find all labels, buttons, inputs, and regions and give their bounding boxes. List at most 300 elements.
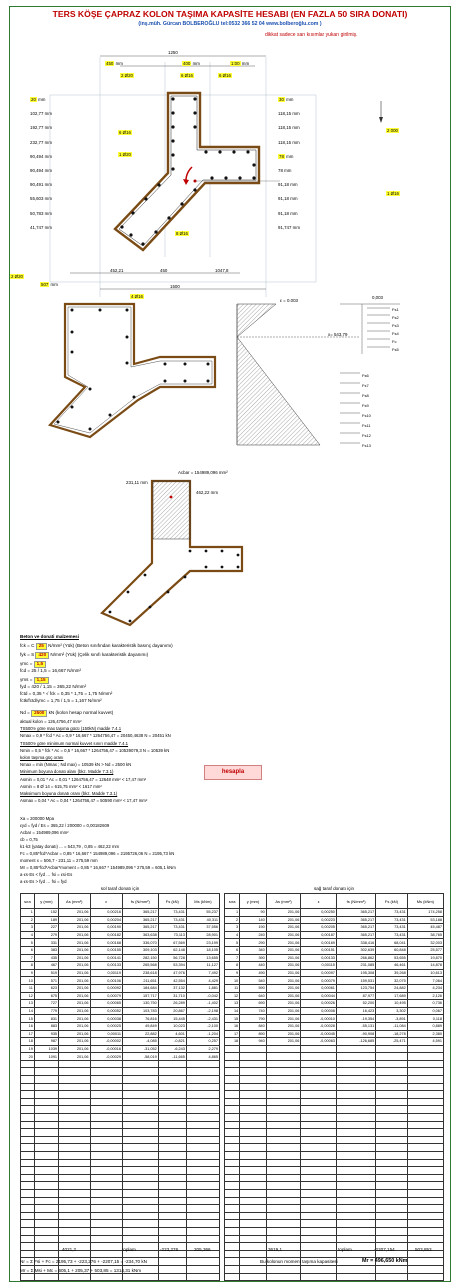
table-row xyxy=(21,984,220,992)
table-cell xyxy=(301,1144,337,1152)
table-cell: 0,067 xyxy=(407,1007,443,1015)
table-row xyxy=(225,1159,444,1167)
table-cell xyxy=(266,1220,301,1228)
table-cell xyxy=(21,1243,35,1251)
table-cell: 10 xyxy=(21,977,35,985)
table-cell xyxy=(59,1205,90,1213)
table-row xyxy=(21,1114,220,1122)
table-cell xyxy=(301,1243,337,1251)
force-label: Fs11 xyxy=(362,423,371,428)
rebar-input[interactable]: 2 Ø20 xyxy=(121,73,133,78)
neutral-line: a·εs·Es > fyd … fsi = fyd xyxy=(20,879,67,884)
table-cell: -0,00045 xyxy=(301,1030,337,1038)
table-cell xyxy=(336,1174,375,1182)
table-cell xyxy=(240,1235,267,1243)
compression-width xyxy=(126,481,148,485)
table-cell: 240 xyxy=(240,931,267,939)
force-label: Fs4 xyxy=(392,330,399,336)
dim-total-width-value: 1250 xyxy=(168,50,178,55)
table-cell: 365,217 xyxy=(122,924,158,932)
table-cell xyxy=(266,1136,301,1144)
table-cell: 190 xyxy=(240,924,267,932)
table-cell: 840 xyxy=(240,1022,267,1030)
table-row xyxy=(21,1068,220,1076)
table-cell xyxy=(186,1152,219,1160)
table-cell: 0,00168 xyxy=(90,939,122,947)
table-cell xyxy=(90,1129,122,1137)
table-cell xyxy=(301,1197,337,1205)
compression-zone-drawing xyxy=(10,7,451,637)
rebar-input[interactable]: 6 Ø16 xyxy=(181,73,193,78)
table-cell xyxy=(90,1152,122,1160)
table-cell: 201,06 xyxy=(59,916,90,924)
table-cell: 5 xyxy=(21,939,35,947)
table-cell xyxy=(90,1167,122,1175)
table-cell xyxy=(407,1281,443,1282)
table-cell: -0,00029 xyxy=(90,1053,122,1061)
table-row xyxy=(225,1038,444,1046)
table-cell: 0,00061 xyxy=(301,984,337,992)
table-cell: 201,06 xyxy=(266,969,301,977)
table-cell xyxy=(301,1060,337,1068)
neutral-line: Xa = 200000 Mpa xyxy=(20,816,55,821)
left-offset[interactable]: 20 xyxy=(31,97,36,102)
table-cell: 52,200 xyxy=(336,1000,375,1008)
rebar-input[interactable]: 1 Ø20 xyxy=(119,152,131,157)
table-cell: 73,113 xyxy=(158,931,186,939)
table-cell xyxy=(122,1220,158,1228)
table-cell: 6 xyxy=(21,946,35,954)
table-row xyxy=(225,1273,444,1281)
table-cell xyxy=(186,1121,219,1129)
table-cell xyxy=(266,1091,301,1099)
left-sum-ms: 205,366 xyxy=(194,1247,211,1252)
table-cell: -0,00010 xyxy=(301,1015,337,1023)
table-cell xyxy=(407,1258,443,1266)
table-cell: 201,06 xyxy=(266,977,301,985)
table-cell: 883 xyxy=(34,1022,58,1030)
table-cell xyxy=(266,1197,301,1205)
table-cell xyxy=(407,1098,443,1106)
table-cell xyxy=(240,1091,267,1099)
table-cell xyxy=(59,1281,90,1282)
right-offset[interactable]: 30 xyxy=(279,97,284,102)
table-cell xyxy=(301,1106,337,1114)
table-cell: 32,075 xyxy=(376,977,407,985)
table-cell: 23,199 xyxy=(186,939,219,947)
table-cell xyxy=(21,1227,35,1235)
table-cell: 184,684 xyxy=(122,984,158,992)
table-cell xyxy=(158,1182,186,1190)
table-cell xyxy=(186,1197,219,1205)
table-cell: -4,085 xyxy=(122,1038,158,1046)
table-cell: 11 xyxy=(21,984,35,992)
table-row xyxy=(225,946,444,954)
left-table-title: sol taraf donatı için xyxy=(100,886,140,891)
bottom-width: 507 mm xyxy=(41,282,58,287)
table-cell: 2 xyxy=(21,916,35,924)
table-cell: 19 xyxy=(21,1045,35,1053)
rebar-input[interactable]: 4 Ø16 xyxy=(131,294,143,299)
table-cell xyxy=(225,1273,240,1281)
table-cell: 10,023 xyxy=(158,1022,186,1030)
rebar-input[interactable]: 6 Ø16 xyxy=(119,130,131,135)
table-cell xyxy=(186,1205,219,1213)
table-cell xyxy=(301,1250,337,1258)
table-cell xyxy=(21,1144,35,1152)
table-cell xyxy=(186,1281,219,1282)
table-cell xyxy=(21,1189,35,1197)
table-cell xyxy=(407,1273,443,1281)
rebar-input[interactable]: 6 Ø16 xyxy=(219,73,231,78)
table-cell xyxy=(59,1068,90,1076)
table-cell: 0,00216 xyxy=(90,909,122,917)
table-cell xyxy=(21,1091,35,1099)
table-cell xyxy=(240,1114,267,1122)
table-row xyxy=(225,1235,444,1243)
table-cell: 8 xyxy=(21,962,35,970)
table-cell xyxy=(21,1182,35,1190)
table-cell xyxy=(240,1212,267,1220)
table-cell xyxy=(158,1129,186,1137)
table-cell: 152 xyxy=(34,909,58,917)
table-row xyxy=(21,1167,220,1175)
table-cell xyxy=(59,1152,90,1160)
table-cell xyxy=(90,1136,122,1144)
table-cell xyxy=(90,1144,122,1152)
table-cell: 6 xyxy=(225,946,240,954)
table-cell xyxy=(407,1053,443,1061)
table-cell xyxy=(376,1167,407,1175)
table-row xyxy=(225,1068,444,1076)
table-cell xyxy=(266,1045,301,1053)
table-row xyxy=(225,1106,444,1114)
dim-seg-450[interactable]: 450 xyxy=(106,61,114,66)
inputs-title: Beton ve donati malzemesi xyxy=(20,634,79,639)
calculation-sheet xyxy=(9,6,451,1282)
table-cell: 890 xyxy=(240,1030,267,1038)
gs-row xyxy=(20,677,49,684)
table-cell xyxy=(407,1182,443,1190)
table-row xyxy=(225,1189,444,1197)
table-cell xyxy=(90,1068,122,1076)
table-cell: 0,00155 xyxy=(90,946,122,954)
right-offset: 91,18 xyxy=(278,210,289,216)
table-cell: 7 xyxy=(225,954,240,962)
table-cell xyxy=(266,1114,301,1122)
table-cell: -55,131 xyxy=(336,1022,375,1030)
table-cell xyxy=(90,1250,122,1258)
table-cell xyxy=(186,1220,219,1228)
table-cell: 42,554 xyxy=(158,977,186,985)
force-label: Fs1 xyxy=(392,307,399,312)
table-cell: 940 xyxy=(240,1038,267,1046)
table-cell: 60,848 xyxy=(376,946,407,954)
compression-unit: mm xyxy=(140,480,148,485)
table-cell xyxy=(225,1258,240,1266)
table-cell: 0,00065 xyxy=(90,1000,122,1008)
nr-equation: Nr = Σ Fsi + Fc = 2195,73 + -223,276 + -2207,15 = -234,70 kN xyxy=(20,1259,147,1264)
table-row xyxy=(21,1022,220,1030)
table-cell xyxy=(301,1083,337,1091)
table-cell xyxy=(21,1129,35,1137)
column-header: y (mm) xyxy=(240,894,267,909)
table-cell xyxy=(59,1273,90,1281)
table-cell: 26,289 xyxy=(158,1000,186,1008)
table-cell xyxy=(186,1189,219,1197)
table-cell: 201,06 xyxy=(59,1045,90,1053)
table-row xyxy=(21,946,220,954)
table-cell xyxy=(186,1212,219,1220)
table-cell xyxy=(240,1045,267,1053)
table-cell xyxy=(240,1106,267,1114)
table-cell: 10 xyxy=(225,977,240,985)
table-cell: 831 xyxy=(34,1015,58,1023)
table-cell: 1,881 xyxy=(186,984,219,992)
table-cell xyxy=(59,1083,90,1091)
table-row xyxy=(21,1243,220,1251)
right-offset[interactable]: 78 xyxy=(279,153,284,159)
table-cell: 490 xyxy=(240,969,267,977)
table-cell xyxy=(301,1152,337,1160)
table-cell: 201,06 xyxy=(266,1015,301,1023)
table-cell xyxy=(407,1114,443,1122)
table-cell xyxy=(336,1182,375,1190)
table-cell xyxy=(186,1258,219,1266)
left-sum-fs: -223,276 xyxy=(160,1247,179,1252)
table-cell: 130,750 xyxy=(122,1000,158,1008)
table-cell xyxy=(90,1182,122,1190)
fyk-label: fyk = S xyxy=(20,652,35,657)
table-cell: 9 xyxy=(21,969,35,977)
table-cell xyxy=(301,1121,337,1129)
table-cell xyxy=(336,1068,375,1076)
table-cell: 383 xyxy=(34,946,58,954)
table-cell: 32,003 xyxy=(407,939,443,947)
table-cell xyxy=(186,1068,219,1076)
table-cell xyxy=(34,1174,58,1182)
bottom-width-value[interactable]: 507 xyxy=(41,282,49,287)
table-row xyxy=(21,1015,220,1023)
table-cell: -90,908 xyxy=(336,1030,375,1038)
fyk-row xyxy=(20,652,148,659)
table-cell: 201,06 xyxy=(59,1022,90,1030)
table-cell: 18,105 xyxy=(186,946,219,954)
table-cell xyxy=(158,1258,186,1266)
table-cell: -0,00063 xyxy=(301,1038,337,1046)
table-cell xyxy=(336,1098,375,1106)
table-cell xyxy=(59,1144,90,1152)
table-cell xyxy=(158,1091,186,1099)
column-header: Fs (kN) xyxy=(376,894,407,909)
table-cell xyxy=(34,1250,58,1258)
table-row xyxy=(21,1083,220,1091)
table-cell: 365,217 xyxy=(336,924,375,932)
table-cell xyxy=(301,1076,337,1084)
table-cell xyxy=(240,1167,267,1175)
table-cell: 0,00026 xyxy=(301,1000,337,1008)
table-cell: 0,00011 xyxy=(90,1030,122,1038)
table-cell: 0,00204 xyxy=(90,916,122,924)
table-cell: -0,821 xyxy=(158,1038,186,1046)
table-row xyxy=(225,909,444,917)
table-cell xyxy=(266,1053,301,1061)
table-cell xyxy=(158,1205,186,1213)
left-offset: 41,747 xyxy=(30,224,44,230)
table-cell: 17 xyxy=(225,1030,240,1038)
rebar-input[interactable]: 8 Ø16 xyxy=(176,231,188,236)
table-row xyxy=(21,909,220,917)
angle-value[interactable]: 2 000 xyxy=(387,128,398,133)
table-cell xyxy=(301,1174,337,1182)
table-cell: 73,431 xyxy=(376,924,407,932)
neutral-line: Mr = 0,85*fcd*Acbar*moment = 0,85 * 16,667 * 154989,096 * 275,59 = 605,1 kNm xyxy=(20,865,176,870)
table-cell: 201,06 xyxy=(59,1015,90,1023)
left-rebar-table xyxy=(20,893,220,1282)
table-cell xyxy=(225,1114,240,1122)
table-cell: 640 xyxy=(240,992,267,1000)
nd-input[interactable]: 2500 xyxy=(31,710,47,717)
dim-seg-400[interactable]: 400 xyxy=(183,61,191,66)
table-cell: 201,06 xyxy=(59,931,90,939)
table-cell: 10,495 xyxy=(376,1000,407,1008)
table-cell xyxy=(266,1076,301,1084)
fyk-input[interactable]: 420 xyxy=(35,652,49,659)
table-cell: 727 xyxy=(34,1000,58,1008)
table-header-row xyxy=(225,894,444,909)
table-cell: 309,103 xyxy=(122,946,158,954)
table-cell xyxy=(122,1205,158,1213)
force-label: Fs7 xyxy=(362,383,369,388)
table-cell: 103,783 xyxy=(122,1007,158,1015)
table-row xyxy=(21,1205,220,1213)
table-cell xyxy=(407,1129,443,1137)
table-cell xyxy=(59,1121,90,1129)
table-cell: 935 xyxy=(34,1030,58,1038)
rebar-input[interactable]: 2 Ø20 xyxy=(11,274,23,279)
left-offset: 232,77 xyxy=(30,139,44,145)
calc-line: Nmax = 0,9 * fcd * Ac = 0,9 * 16,667 * 1264756,47 = 20450,4638 N = 20451 kN xyxy=(20,733,171,739)
fctk-row: fctk/fctd/γmc = 1,75 / 1,5 = 1,167 N/mm² xyxy=(20,698,102,703)
table-cell xyxy=(407,1136,443,1144)
table-cell xyxy=(122,1152,158,1160)
force-label: Fs3 xyxy=(392,322,399,328)
table-cell: 365,217 xyxy=(122,909,158,917)
bottom-dim: 1047,8 xyxy=(215,268,229,273)
table-cell: 201,06 xyxy=(266,946,301,954)
table-cell xyxy=(122,1182,158,1190)
table-cell: 49,849 xyxy=(122,1022,158,1030)
gs-label: γms = xyxy=(20,677,33,682)
table-cell xyxy=(186,1060,219,1068)
table-cell xyxy=(266,1083,301,1091)
table-cell xyxy=(240,1152,267,1160)
table-cell xyxy=(301,1136,337,1144)
table-cell: 0,00187 xyxy=(301,931,337,939)
table-cell xyxy=(122,1121,158,1129)
table-row xyxy=(21,1159,220,1167)
gc-input[interactable]: 1,5 xyxy=(34,661,46,668)
table-cell: 159,531 xyxy=(336,977,375,985)
table-cell xyxy=(158,1174,186,1182)
table-cell xyxy=(407,1106,443,1114)
rebar-input[interactable]: 1 Ø16 xyxy=(387,191,399,196)
table-cell xyxy=(158,1068,186,1076)
calc-line: Nmax = min (Nmax ; Nd max) = 10539 kN > Nd = 2500 kN xyxy=(20,762,132,768)
gs-input[interactable]: 1,15 xyxy=(34,677,49,684)
table-cell xyxy=(34,1189,58,1197)
table-cell xyxy=(225,1281,240,1282)
table-cell xyxy=(21,1068,35,1076)
table-cell: 20,867 xyxy=(158,1007,186,1015)
table-row xyxy=(21,939,220,947)
left-sum-as: 4021,2 xyxy=(62,1247,77,1252)
table-row xyxy=(225,931,444,939)
left-offset: 90,491 xyxy=(30,182,44,188)
table-cell xyxy=(122,1098,158,1106)
table-cell xyxy=(301,1205,337,1213)
fctd-row: fctd = 0,35 * √ fck = 0,35 * 1,75 = 1,75 N/mm² xyxy=(20,691,113,696)
table-cell: 201,06 xyxy=(59,992,90,1000)
table-cell: 201,06 xyxy=(266,1038,301,1046)
table-cell xyxy=(240,1121,267,1129)
fck-input[interactable]: 25 xyxy=(36,643,47,650)
table-cell: -0,00002 xyxy=(90,1038,122,1046)
table-cell xyxy=(266,1212,301,1220)
table-row xyxy=(225,1000,444,1008)
table-cell xyxy=(225,1167,240,1175)
table-cell xyxy=(59,1114,90,1122)
column-header: As (mm²) xyxy=(59,894,90,909)
dim-seg-100[interactable]: 1:00 xyxy=(231,61,240,66)
table-cell: 4 xyxy=(21,931,35,939)
calculate-button[interactable]: hesapla xyxy=(204,765,262,780)
table-cell xyxy=(376,1265,407,1273)
table-cell: 46,461 xyxy=(376,962,407,970)
table-cell xyxy=(240,1189,267,1197)
table-cell xyxy=(225,1045,240,1053)
table-cell: 2,126 xyxy=(407,992,443,1000)
table-row xyxy=(225,1022,444,1030)
table-cell: 24,882 xyxy=(376,984,407,992)
table-cell xyxy=(122,1106,158,1114)
table-cell xyxy=(240,1098,267,1106)
right-offset: 78 xyxy=(278,168,283,174)
table-cell: 13,655 xyxy=(186,954,219,962)
table-cell xyxy=(266,1273,301,1281)
table-cell: 0,00223 xyxy=(301,916,337,924)
table-row xyxy=(21,1152,220,1160)
table-cell xyxy=(407,1167,443,1175)
table-cell: 365,217 xyxy=(336,931,375,939)
table-cell: 201,06 xyxy=(266,992,301,1000)
table-row xyxy=(225,916,444,924)
table-cell: 5 xyxy=(225,939,240,947)
table-cell xyxy=(376,1152,407,1160)
table-row xyxy=(21,1235,220,1243)
table-row xyxy=(225,1007,444,1015)
table-cell: 4,429 xyxy=(186,977,219,985)
table-cell: 0,00119 xyxy=(90,969,122,977)
table-cell: 571 xyxy=(34,977,58,985)
table-cell xyxy=(225,1098,240,1106)
table-cell xyxy=(122,1235,158,1243)
table-cell xyxy=(336,1076,375,1084)
right-sum-label: toplam xyxy=(338,1247,352,1252)
fyk-note: N/mm² (Yük) (Çelik sınıfı karakteristik dayanımı) xyxy=(50,652,149,657)
table-cell xyxy=(266,1167,301,1175)
table-cell xyxy=(158,1159,186,1167)
